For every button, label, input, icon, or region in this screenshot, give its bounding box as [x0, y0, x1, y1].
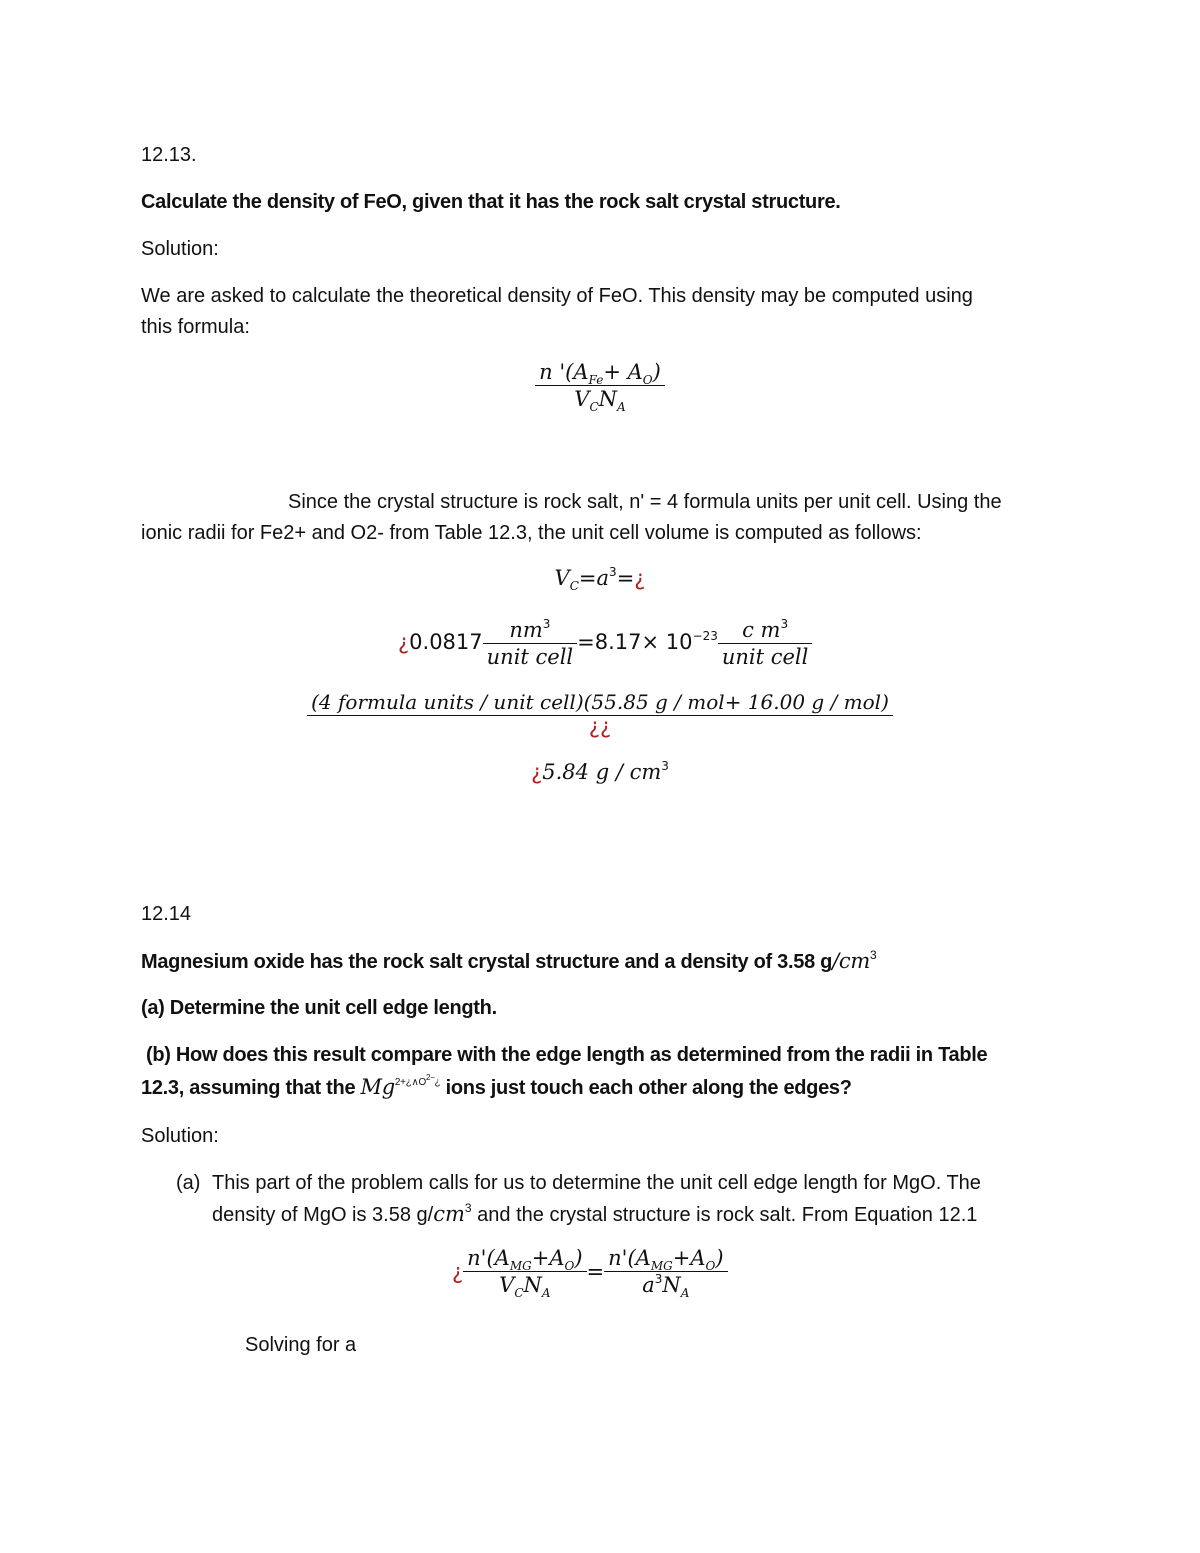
intro-line-1: We are asked to calculate the theoretical density of FeO. This density may be computed using: [141, 285, 973, 307]
density-result: ¿5.84 g / $cm^3$: [531, 759, 669, 784]
solving-for-a: Solving for a: [245, 1334, 357, 1356]
problem-number-2: 12.14: [141, 903, 192, 925]
unit-cell-volume-equation: $V_C=a^3=¿$: [554, 565, 646, 593]
intro-line-2: this formula:: [141, 316, 250, 338]
edge-length-equation: ¿ $\frac{n'(A_{MG}+A_O)}{V_CN_A}$ = $\frac{n'(A_{MG}+A_O)}{a^3N_A}$: [452, 1246, 728, 1297]
problem-question-2: Magnesium oxide has the rock salt crystal structure and a density of 3.58 $g/cm^3$: [141, 948, 877, 973]
part-b-question-line-1: (b) How does this result compare with the edge length as determined from the radii in Table: [146, 1044, 988, 1066]
density-computation: $\frac{\text{(4 formula units / unit cell)(55.85 g / mol+ 16.00 g / mol)}}{¿¿}$: [0, 690, 1200, 735]
since-line-2: ionic radii for Fe2+ and O2- from Table 12.3, the unit cell volume is computed as follows:: [141, 522, 922, 544]
part-b-question-line-2: 12.3, assuming that the $Mg^{2+¿\wedge O^{2-}¿}$ ions just touch each other along the edges?: [141, 1073, 852, 1099]
solution-label-2: Solution:: [141, 1125, 219, 1147]
part-a-question: (a) Determine the unit cell edge length.: [141, 997, 497, 1019]
solution-a-line-2: density of MgO is 3.58 $g/cm^3$ and the crystal structure is rock salt. From Equation 12.1: [212, 1201, 978, 1226]
solution-a-marker: (a): [176, 1172, 201, 1194]
since-line-1: Since the crystal structure is rock salt, n' = 4 formula units per unit cell. Using the: [288, 491, 1002, 513]
density-formula: $\frac{n '(A_{Fe}+ A_O)}{V_CN_A}$: [0, 360, 1200, 411]
problem-number: 12.13.: [141, 144, 197, 166]
volume-value-equation: ¿0.0817 $\frac{nm^3}{\text{unit cell}}$ $=8.17\times 10^{-23}$ $\frac{c m^3}{\text{unit cell}}$: [398, 618, 812, 669]
solution-a-line-1: This part of the problem calls for us to determine the unit cell edge length for MgO. The: [212, 1172, 981, 1194]
problem-question: Calculate the density of FeO, given that it has the rock salt crystal structure.: [141, 191, 841, 213]
solution-label: Solution:: [141, 238, 219, 260]
